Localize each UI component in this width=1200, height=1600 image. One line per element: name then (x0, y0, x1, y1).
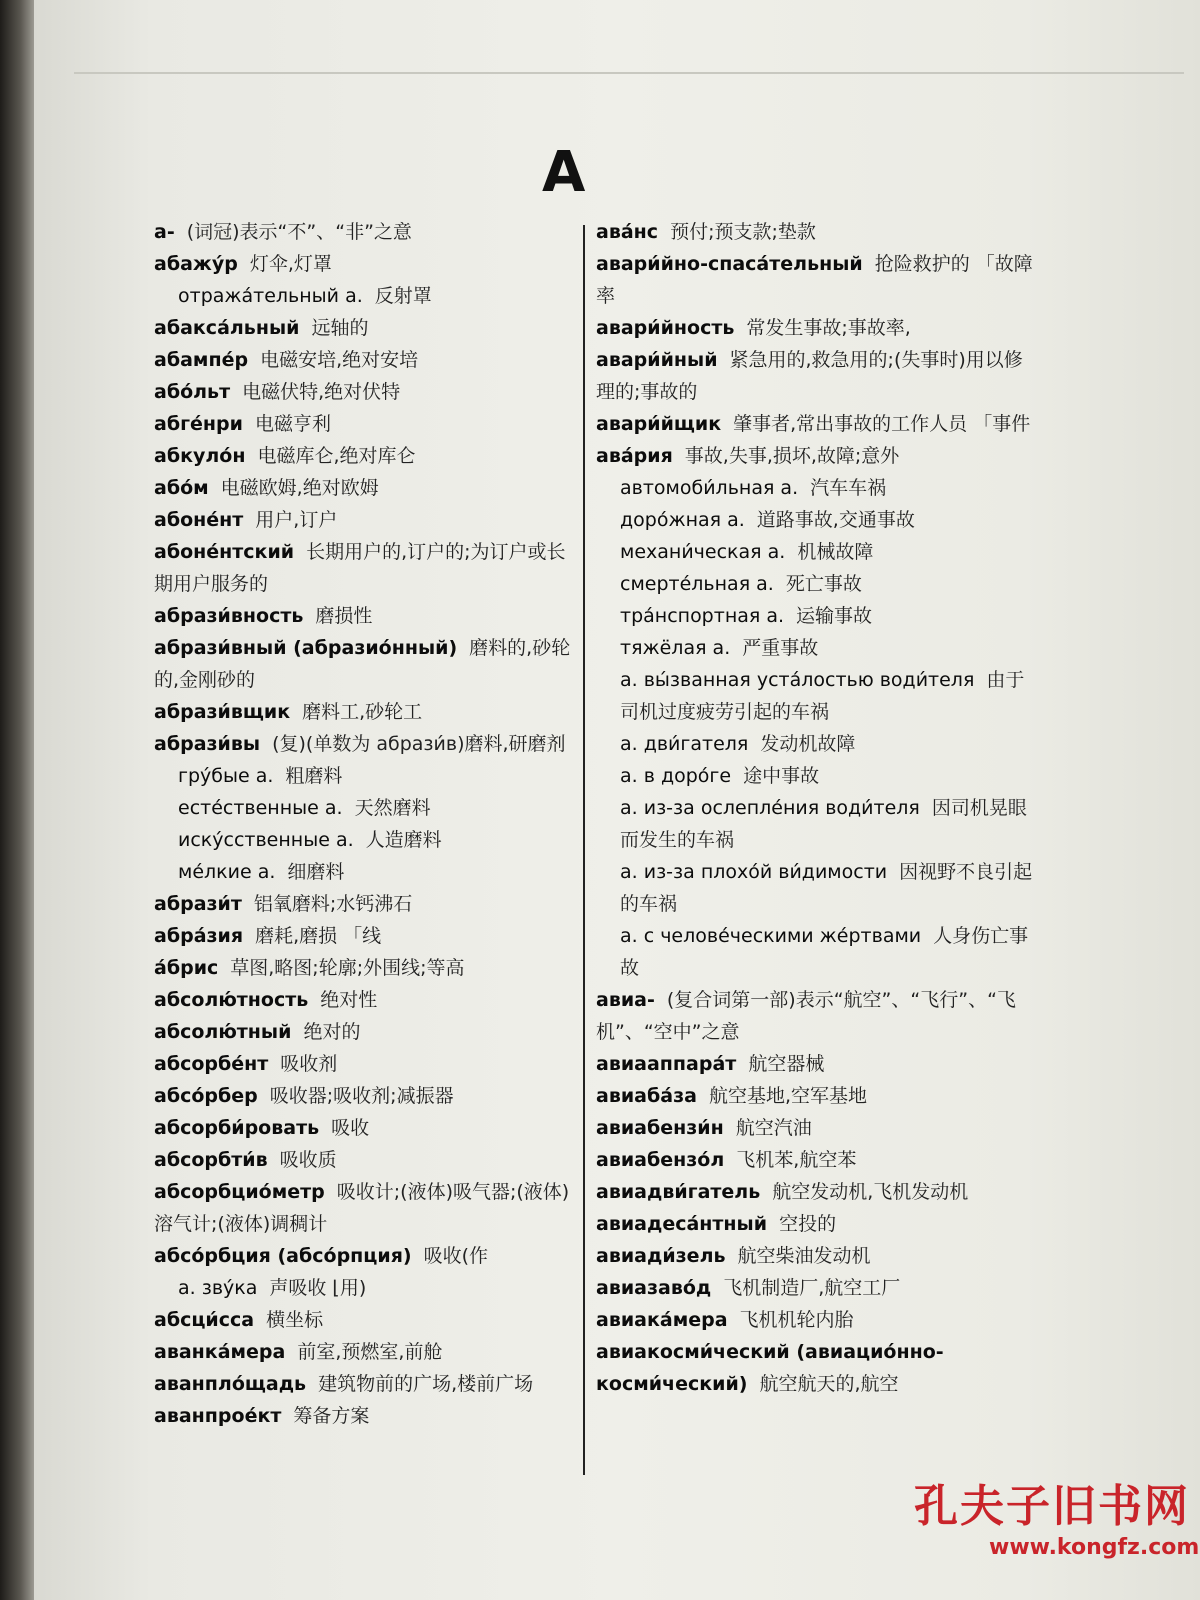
definition: 吸收剂 (280, 1053, 338, 1075)
definition: 严重事故 (742, 637, 819, 659)
headword: а. дви́гателя (620, 733, 749, 755)
sub-entry (154, 280, 579, 312)
definition: 航空器械 (748, 1053, 825, 1075)
dictionary-entry (154, 984, 579, 1016)
dictionary-entry (154, 1400, 579, 1432)
headword: авари́йность (596, 317, 735, 339)
headword: абрази́т (154, 893, 242, 915)
headword: а́брис (154, 957, 219, 979)
sub-entry (154, 824, 579, 856)
dictionary-entry (154, 408, 579, 440)
sub-entry (596, 600, 1041, 632)
definition: 汽车车祸 (810, 477, 887, 499)
headword: абоне́нт (154, 509, 244, 531)
dictionary-entry (154, 632, 579, 696)
definition: 人身伤亡事故 (620, 925, 1029, 979)
headword: авиазаво́д (596, 1277, 712, 1299)
headword: авиабензи́н (596, 1117, 724, 1139)
headword: авиа- (596, 989, 655, 1011)
sub-entry (596, 632, 1041, 664)
definition: 磨料的,砂轮的,金刚砂的 (154, 637, 571, 691)
definition: (复)(单数为 абрази́в)磨料,研磨剂 (272, 733, 566, 755)
sub-entry (596, 568, 1041, 600)
definition: 航空汽油 (735, 1117, 812, 1139)
headword: авари́йный (596, 349, 718, 371)
definition: 细磨料 (287, 861, 345, 883)
dictionary-entry (596, 1112, 1041, 1144)
dictionary-entry (596, 1304, 1041, 1336)
definition: 电磁伏特,绝对伏特 (242, 381, 401, 403)
sub-entry (154, 856, 579, 888)
definition: 吸收质 (279, 1149, 337, 1171)
headword: абсолю́тный (154, 1021, 292, 1043)
definition: 发动机故障 (760, 733, 856, 755)
definition: 横坐标 (266, 1309, 324, 1331)
headword: аванка́мера (154, 1341, 286, 1363)
headword: гру́бые а. (178, 765, 274, 787)
dictionary-entry (596, 1240, 1041, 1272)
dictionary-entry (596, 1336, 1041, 1400)
dictionary-entry (154, 888, 579, 920)
definition: 反射罩 (374, 285, 432, 307)
header-rule (74, 72, 1184, 74)
definition: 用户,订户 (255, 509, 338, 531)
definition: 电磁欧姆,绝对欧姆 (220, 477, 379, 499)
definition: 远轴的 (311, 317, 369, 339)
definition: 因视野不良引起的车祸 (620, 861, 1033, 915)
headword: абрази́вный (абразио́нный) (154, 637, 458, 659)
definition: 电磁安培,绝对安培 (260, 349, 419, 371)
headword: а. вы́званная уста́лостью води́теля (620, 669, 975, 691)
definition: 草图,略图;轮廓;外围线;等高 (230, 957, 465, 979)
definition: 前室,预燃室,前舱 (297, 1341, 443, 1363)
headword: ме́лкие а. (178, 861, 276, 883)
dictionary-entry (596, 1272, 1041, 1304)
dictionary-entry (154, 1304, 579, 1336)
dictionary-page (34, 0, 1200, 1600)
headword: авари́йно-спаса́тельный (596, 253, 863, 275)
dictionary-entry (154, 440, 579, 472)
headword: абсорбцио́метр (154, 1181, 325, 1203)
headword: а. с челове́ческими же́ртвами (620, 925, 922, 947)
definition: 道路事故,交通事故 (756, 509, 915, 531)
definition: 航空航天的,航空 (759, 1373, 899, 1395)
definition: 绝对性 (320, 989, 378, 1011)
headword: абсорби́ровать (154, 1117, 320, 1139)
section-letter: A (542, 140, 586, 205)
definition: 吸收器;吸收剂;减振器 (269, 1085, 454, 1107)
headword: тяжёлая а. (620, 637, 731, 659)
headword: абажу́р (154, 253, 238, 275)
dictionary-entry (154, 376, 579, 408)
definition: 途中事故 (743, 765, 820, 787)
headword: авиади́зель (596, 1245, 726, 1267)
dictionary-entry (154, 536, 579, 600)
definition: 磨耗,磨损 「线 (255, 925, 382, 947)
sub-entry (596, 920, 1041, 984)
headword: а. из-за плохо́й ви́димости (620, 861, 888, 883)
definition: 天然磨料 (354, 797, 431, 819)
sub-entry (596, 472, 1041, 504)
dictionary-entry (596, 216, 1041, 248)
definition: 声吸收 ⌊用) (269, 1277, 367, 1299)
definition: 磨损性 (315, 605, 373, 627)
definition: 灯伞,灯罩 (249, 253, 332, 275)
headword: абкуло́н (154, 445, 246, 467)
dictionary-entry (154, 920, 579, 952)
headword: абрази́вы (154, 733, 261, 755)
dictionary-entry (596, 408, 1041, 440)
sub-entry (154, 760, 579, 792)
headword: абампе́р (154, 349, 249, 371)
column-divider (583, 225, 585, 1475)
headword: або́м (154, 477, 209, 499)
definition: 因司机晃眼而发生的车祸 (620, 797, 1027, 851)
headword: абсорбе́нт (154, 1053, 269, 1075)
headword: авиадеса́нтный (596, 1213, 768, 1235)
headword: абсорбти́в (154, 1149, 268, 1171)
headword: автомоби́льная а. (620, 477, 799, 499)
headword: а. зву́ка (178, 1277, 258, 1299)
dictionary-entry (154, 312, 579, 344)
definition: 长期用户的,订户的;为订户或长期用户服务的 (154, 541, 566, 595)
dictionary-entry (154, 1112, 579, 1144)
definition: 预付;预支款;垫款 (670, 221, 816, 243)
definition: 电磁库仑,绝对库仑 (257, 445, 416, 467)
definition: (词冠)表示“不”、“非”之意 (186, 221, 412, 243)
headword: а. в доро́ге (620, 765, 732, 787)
dictionary-entry (596, 1144, 1041, 1176)
definition: 死亡事故 (785, 573, 862, 595)
headword: абсци́сса (154, 1309, 255, 1331)
headword: абсо́рбер (154, 1085, 258, 1107)
definition: 吸收(作 (423, 1245, 488, 1267)
dictionary-entry (154, 344, 579, 376)
left-column (154, 216, 579, 1432)
sub-entry (154, 792, 579, 824)
definition: 航空发动机,飞机发动机 (772, 1181, 969, 1203)
dictionary-entry (154, 1080, 579, 1112)
definition: 抢险救护的 「故障率 (596, 253, 1033, 307)
headword: а. из-за ослепле́ния води́теля (620, 797, 920, 819)
definition: 电磁亨利 (254, 413, 331, 435)
definition: 紧急用的,救急用的;(失事时)用以修理的;事故的 (596, 349, 1023, 403)
dictionary-entry (596, 1048, 1041, 1080)
definition: 空投的 (779, 1213, 837, 1235)
dictionary-entry (596, 248, 1041, 312)
definition: 飞机机轮内胎 (739, 1309, 854, 1331)
dictionary-entry (596, 440, 1041, 472)
headword: а- (154, 221, 175, 243)
dictionary-entry (154, 728, 579, 760)
dictionary-entry (154, 1240, 579, 1272)
sub-entry (596, 760, 1041, 792)
headword: абоне́нтский (154, 541, 295, 563)
dictionary-entry (596, 1176, 1041, 1208)
dictionary-entry (154, 216, 579, 248)
sub-entry (596, 856, 1041, 920)
headword: абакса́льный (154, 317, 300, 339)
dictionary-entry (596, 1208, 1041, 1240)
headword: аванпло́щадь (154, 1373, 307, 1395)
definition: (复合词第一部)表示“航空”、“飞行”、“飞机”、“空中”之意 (596, 989, 1016, 1043)
definition: 运输事故 (796, 605, 873, 627)
watermark-brand: 孔夫子旧书网 (914, 1481, 1190, 1532)
headword: ава́нс (596, 221, 659, 243)
definition: 飞机苯,航空苯 (736, 1149, 857, 1171)
definition: 铝氧磨料;水钙沸石 (253, 893, 413, 915)
dictionary-entry (154, 1368, 579, 1400)
watermark-url: www.kongfz.com (989, 1535, 1200, 1560)
definition: 人造磨料 (365, 829, 442, 851)
definition: 绝对的 (303, 1021, 361, 1043)
sub-entry (596, 504, 1041, 536)
sub-entry (596, 728, 1041, 760)
headword: тра́нспортная а. (620, 605, 785, 627)
headword: абрази́вность (154, 605, 304, 627)
dictionary-entry (154, 1336, 579, 1368)
definition: 吸收计;(液体)吸气器;(液体)溶气计;(液体)调稠计 (154, 1181, 570, 1235)
headword: отража́тельный а. (178, 285, 363, 307)
sub-entry (596, 536, 1041, 568)
dictionary-entry (154, 1016, 579, 1048)
headword: авари́йщик (596, 413, 722, 435)
headword: абсо́рбция (абсо́рпция) (154, 1245, 412, 1267)
dictionary-entry (154, 1048, 579, 1080)
dictionary-entry (154, 472, 579, 504)
sub-entry (596, 792, 1041, 856)
dictionary-entry (154, 600, 579, 632)
headword: абсолю́тность (154, 989, 309, 1011)
dictionary-entry (154, 696, 579, 728)
dictionary-entry (596, 1080, 1041, 1112)
dictionary-entry (154, 952, 579, 984)
headword: авиакосми́ческий (авиацио́нно-косми́ческий) (596, 1341, 944, 1395)
headword: авиадви́гатель (596, 1181, 761, 1203)
dictionary-entry (154, 1176, 579, 1240)
dictionary-entry (596, 984, 1041, 1048)
headword: абра́зия (154, 925, 244, 947)
definition: 筹备方案 (293, 1405, 370, 1427)
headword: авиаба́за (596, 1085, 697, 1107)
definition: 机械故障 (797, 541, 874, 563)
headword: доро́жная а. (620, 509, 745, 531)
headword: абрази́вщик (154, 701, 291, 723)
dictionary-entry (596, 344, 1041, 408)
headword: смерте́льная а. (620, 573, 774, 595)
headword: авиака́мера (596, 1309, 728, 1331)
sub-entry (154, 1272, 579, 1304)
definition: 航空柴油发动机 (737, 1245, 871, 1267)
headword: авиааппара́т (596, 1053, 737, 1075)
headword: аванпрое́кт (154, 1405, 282, 1427)
dictionary-entry (154, 1144, 579, 1176)
definition: 肇事者,常出事故的工作人员 「事件 (733, 413, 1031, 435)
headword: механи́ческая а. (620, 541, 786, 563)
headword: або́льт (154, 381, 231, 403)
dictionary-entry (154, 248, 579, 280)
book-spine-shadow (0, 0, 34, 1600)
sub-entry (596, 664, 1041, 728)
headword: абге́нри (154, 413, 243, 435)
headword: авиабензо́л (596, 1149, 725, 1171)
definition: 事故,失事,损坏,故障;意外 (684, 445, 900, 467)
dictionary-entry (154, 504, 579, 536)
definition: 航空基地,空军基地 (708, 1085, 867, 1107)
definition: 吸收 (331, 1117, 370, 1139)
headword: есте́ственные а. (178, 797, 343, 819)
definition: 由于司机过度疲劳引起的车祸 (620, 669, 1025, 723)
definition: 建筑物前的广场,楼前广场 (318, 1373, 534, 1395)
dictionary-entry (596, 312, 1041, 344)
definition: 常发生事故;事故率, (746, 317, 911, 339)
right-column (596, 216, 1041, 1400)
definition: 粗磨料 (285, 765, 343, 787)
definition: 磨料工,砂轮工 (302, 701, 423, 723)
headword: иску́сственные а. (178, 829, 354, 851)
definition: 飞机制造厂,航空工厂 (723, 1277, 901, 1299)
headword: ава́рия (596, 445, 673, 467)
